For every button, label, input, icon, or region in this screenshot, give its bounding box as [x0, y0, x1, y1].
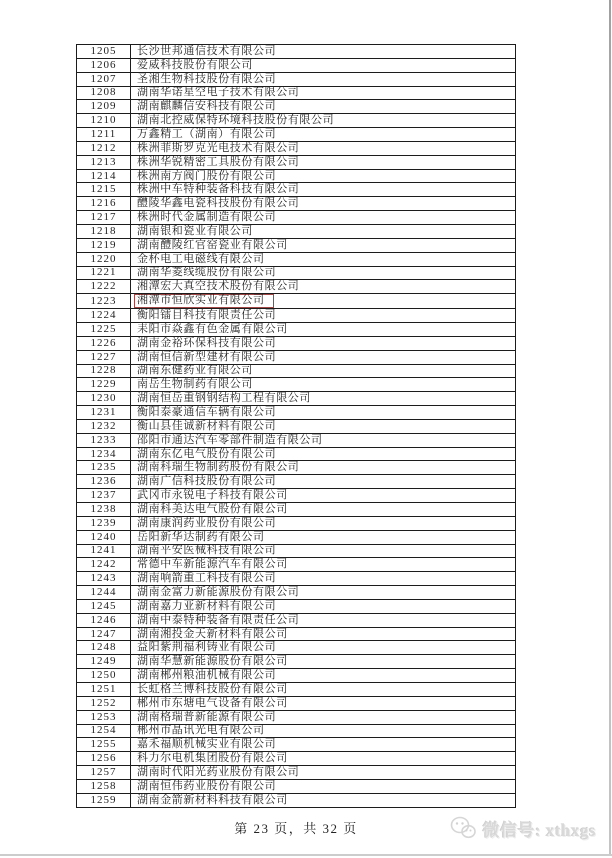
company-name-cell: [131, 461, 516, 475]
row-number-cell: 1219: [77, 238, 131, 252]
company-name-cell: [131, 100, 516, 114]
table-row: [77, 530, 516, 544]
company-name-text: 湖南科美达电气股份有限公司: [137, 502, 288, 515]
row-number-cell: 1253: [77, 710, 131, 724]
row-number-cell: 1244: [77, 586, 131, 600]
company-name-cell: [131, 45, 516, 59]
company-name-text: 湖南北控威保特环境科技股份有限公司: [137, 114, 335, 127]
company-name-cell: [131, 86, 516, 100]
company-name-text: 株洲时代金属制造有限公司: [137, 211, 277, 224]
company-name-cell: [131, 627, 516, 641]
company-name-cell: [131, 599, 516, 613]
company-name-text: 耒阳市焱鑫有色金属有限公司: [137, 322, 288, 335]
company-name-cell: [131, 336, 516, 350]
company-name-text: 常德中车新能源汽车有限公司: [137, 558, 288, 571]
table-row: [77, 641, 516, 655]
row-number-cell: 1238: [77, 503, 131, 517]
company-table-container: [76, 44, 516, 808]
table-row: [77, 252, 516, 266]
company-name-cell: [131, 752, 516, 766]
table-row: [77, 627, 516, 641]
row-number-cell: 1230: [77, 392, 131, 406]
company-name-text: 湖南华菱线缆股份有限公司: [137, 266, 277, 279]
company-name-text: 湖南恒伟药业股份有限公司: [137, 779, 277, 792]
company-name-text: 衡山县佳诚新材料有限公司: [137, 419, 277, 432]
table-row: [77, 461, 516, 475]
row-number-cell: 1248: [77, 641, 131, 655]
company-name-text: 湖南恒岳重钢钢结构工程有限公司: [137, 392, 311, 405]
table-row: [77, 766, 516, 780]
row-number-cell: 1241: [77, 544, 131, 558]
row-number-cell: 1234: [77, 447, 131, 461]
row-number-cell: 1209: [77, 100, 131, 114]
company-name-text: 湖南华慧新能源股份有限公司: [137, 655, 288, 668]
company-name-cell: [131, 155, 516, 169]
company-name-cell: [131, 475, 516, 489]
company-name-text: 株洲菲斯罗克光电技术有限公司: [137, 141, 300, 154]
company-name-cell: [131, 392, 516, 406]
table-row: [77, 682, 516, 696]
company-name-text: 湖南响箭重工科技有限公司: [137, 572, 277, 585]
table-row: [77, 323, 516, 337]
row-number-cell: 1243: [77, 572, 131, 586]
company-name-text: 湖南时代阳光药业股份有限公司: [137, 765, 300, 778]
row-number-cell: 1226: [77, 336, 131, 350]
company-name-text: 湖南金箭新材料科技有限公司: [137, 793, 288, 806]
company-name-text: 嘉禾福顺机械实业有限公司: [137, 738, 277, 751]
watermark-text: 微信号: xthxgs: [482, 820, 596, 840]
row-number-cell: 1257: [77, 766, 131, 780]
row-number-cell: 1256: [77, 752, 131, 766]
table-row: [77, 544, 516, 558]
table-row: [77, 793, 516, 807]
company-name-cell: [131, 530, 516, 544]
company-name-text: 圣湘生物科技股份有限公司: [137, 72, 277, 85]
company-name-cell: [131, 586, 516, 600]
company-name-cell: [131, 710, 516, 724]
table-row: [77, 669, 516, 683]
company-name-text: 武冈市永锐电子科技有限公司: [137, 489, 288, 502]
table-row: [77, 599, 516, 613]
company-name-text: 科力尔电机集团股份有限公司: [137, 752, 288, 765]
row-number-cell: 1237: [77, 489, 131, 503]
company-name-text: 湖南金富力新能源股份有限公司: [137, 585, 300, 598]
table-row: [77, 211, 516, 225]
table-row: [77, 197, 516, 211]
table-row: [77, 45, 516, 59]
company-name-cell: [131, 669, 516, 683]
company-name-cell: [131, 613, 516, 627]
company-name-cell: [131, 544, 516, 558]
table-row: [77, 655, 516, 669]
row-number-cell: 1228: [77, 364, 131, 378]
row-number-cell: 1214: [77, 169, 131, 183]
company-name-text: 衡阳镭目科技有限责任公司: [137, 309, 277, 322]
company-name-text: 湖南广信科技股份有限公司: [137, 475, 277, 488]
row-number-cell: 1213: [77, 155, 131, 169]
row-number-cell: 1222: [77, 280, 131, 294]
company-name-cell: [131, 280, 516, 294]
row-number-cell: 1247: [77, 627, 131, 641]
company-table: [76, 44, 516, 808]
company-name-cell: [131, 309, 516, 323]
company-name-text: 湖南恒信新型建材有限公司: [137, 350, 277, 363]
company-name-cell: [131, 682, 516, 696]
row-number-cell: 1255: [77, 738, 131, 752]
company-name-cell: [131, 738, 516, 752]
row-number-cell: 1249: [77, 655, 131, 669]
company-name-text: 湖南中泰特种装备有限责任公司: [137, 613, 300, 626]
row-number-cell: 1205: [77, 45, 131, 59]
table-row: [77, 586, 516, 600]
company-name-text: 郴州市东塘电气设备有限公司: [137, 696, 288, 709]
row-number-cell: 1232: [77, 419, 131, 433]
company-name-text: 湘潭市恒欣实业有限公司: [134, 294, 274, 308]
company-name-cell: [131, 766, 516, 780]
table-row: [77, 364, 516, 378]
company-name-cell: [131, 655, 516, 669]
table-row: [77, 392, 516, 406]
table-row: [77, 516, 516, 530]
table-row: [77, 58, 516, 72]
company-name-text: 湖南格瑞普新能源有限公司: [137, 710, 277, 723]
table-row: [77, 613, 516, 627]
table-row: [77, 114, 516, 128]
table-row: [77, 378, 516, 392]
company-name-text: 湖南醴陵红官窑瓷业有限公司: [137, 238, 288, 251]
company-name-cell: [131, 224, 516, 238]
row-number-cell: 1235: [77, 461, 131, 475]
company-name-text: 株洲南方阀门股份有限公司: [137, 169, 277, 182]
company-name-cell: [131, 406, 516, 420]
company-name-text: 万鑫精工（湖南）有限公司: [137, 127, 277, 140]
row-number-cell: 1250: [77, 669, 131, 683]
company-name-cell: [131, 211, 516, 225]
row-number-cell: 1225: [77, 323, 131, 337]
company-name-text: 岳阳新华达制药有限公司: [137, 530, 265, 543]
table-row: [77, 419, 516, 433]
row-number-cell: 1246: [77, 613, 131, 627]
company-name-text: 益阳紫荆福利铸业有限公司: [137, 641, 277, 654]
table-row: [77, 489, 516, 503]
company-name-cell: [131, 696, 516, 710]
company-name-text: 湘潭宏大真空技术股份有限公司: [137, 280, 300, 293]
company-table-body: [77, 45, 516, 808]
company-name-cell: [131, 141, 516, 155]
wechat-icon: [449, 815, 477, 841]
row-number-cell: 1207: [77, 72, 131, 86]
company-name-cell: [131, 128, 516, 142]
row-number-cell: 1227: [77, 350, 131, 364]
table-row: [77, 141, 516, 155]
company-name-cell: [131, 252, 516, 266]
company-name-text: 长沙世邦通信技术有限公司: [137, 44, 277, 57]
row-number-cell: 1242: [77, 558, 131, 572]
company-name-cell: [131, 197, 516, 211]
table-row: [77, 336, 516, 350]
table-row: [77, 724, 516, 738]
row-number-cell: 1240: [77, 530, 131, 544]
table-row: [77, 266, 516, 280]
company-name-text: 南岳生物制药有限公司: [137, 378, 253, 391]
company-name-text: 湖南银和瓷业有限公司: [137, 224, 253, 237]
company-name-cell: [131, 641, 516, 655]
company-name-cell: [131, 350, 516, 364]
table-row: [77, 558, 516, 572]
row-number-cell: 1233: [77, 433, 131, 447]
table-row: [77, 350, 516, 364]
row-number-cell: 1216: [77, 197, 131, 211]
table-row: [77, 155, 516, 169]
table-row: [77, 406, 516, 420]
table-row: [77, 238, 516, 252]
company-name-cell: [131, 378, 516, 392]
company-name-cell: [131, 447, 516, 461]
company-name-text: 株洲中车特种装备科技有限公司: [137, 183, 300, 196]
row-number-cell: 1210: [77, 114, 131, 128]
row-number-cell: 1251: [77, 682, 131, 696]
company-name-cell: [131, 419, 516, 433]
row-number-cell: 1254: [77, 724, 131, 738]
company-name-cell: [131, 294, 516, 309]
table-row: [77, 779, 516, 793]
row-number-cell: 1245: [77, 599, 131, 613]
row-number-cell: 1239: [77, 516, 131, 530]
company-name-cell: [131, 503, 516, 517]
row-number-cell: 1218: [77, 224, 131, 238]
table-row: [77, 696, 516, 710]
company-name-cell: [131, 489, 516, 503]
company-name-cell: [131, 724, 516, 738]
row-number-cell: 1211: [77, 128, 131, 142]
row-number-cell: 1220: [77, 252, 131, 266]
table-row: [77, 169, 516, 183]
table-row: [77, 86, 516, 100]
table-row: [77, 447, 516, 461]
company-name-text: 邵阳市通达汽车零部件制造有限公司: [137, 433, 323, 446]
table-row: [77, 475, 516, 489]
table-row: [77, 309, 516, 323]
company-name-text: 湖南金裕环保科技有限公司: [137, 336, 277, 349]
row-number-cell: 1221: [77, 266, 131, 280]
table-row: [77, 280, 516, 294]
company-name-cell: [131, 433, 516, 447]
scan-edge-bottom: [0, 854, 612, 856]
company-name-text: 湖南郴州粮油机械有限公司: [137, 669, 277, 682]
table-row-highlighted: [77, 294, 516, 309]
company-name-text: 湖南康润药业股份有限公司: [137, 516, 277, 529]
table-row: [77, 738, 516, 752]
table-row: [77, 710, 516, 724]
table-row: [77, 224, 516, 238]
company-name-text: 醴陵华鑫电瓷科技股份有限公司: [137, 197, 300, 210]
row-number-cell: 1229: [77, 378, 131, 392]
company-name-cell: [131, 572, 516, 586]
company-name-cell: [131, 72, 516, 86]
company-name-text: 衡阳泰豪通信车辆有限公司: [137, 406, 277, 419]
row-number-cell: 1215: [77, 183, 131, 197]
company-name-cell: [131, 58, 516, 72]
company-name-text: 金杯电工电磁线有限公司: [137, 252, 265, 265]
company-name-text: 湖南麒麟信安科技有限公司: [137, 100, 277, 113]
company-name-cell: [131, 183, 516, 197]
company-name-cell: [131, 779, 516, 793]
table-row: [77, 752, 516, 766]
watermark: [449, 815, 596, 841]
row-number-cell: 1212: [77, 141, 131, 155]
row-number-cell: 1259: [77, 793, 131, 807]
company-name-cell: [131, 169, 516, 183]
table-row: [77, 433, 516, 447]
company-name-text: 长虹格兰博科技股份有限公司: [137, 682, 288, 695]
table-row: [77, 128, 516, 142]
company-name-text: 湖南科瑞生物制药股份有限公司: [137, 461, 300, 474]
company-name-cell: [131, 238, 516, 252]
company-name-cell: [131, 793, 516, 807]
company-name-text: 郴州市晶讯光电有限公司: [137, 724, 265, 737]
row-number-cell: 1208: [77, 86, 131, 100]
company-name-text: 湖南嘉力亚新材料有限公司: [137, 599, 277, 612]
company-name-text: 湖南华诺星空电子技术有限公司: [137, 86, 300, 99]
company-name-cell: [131, 323, 516, 337]
row-number-cell: 1224: [77, 309, 131, 323]
company-name-text: 湖南东亿电气股份有限公司: [137, 447, 277, 460]
company-name-cell: [131, 364, 516, 378]
row-number-cell: 1206: [77, 58, 131, 72]
row-number-cell: 1217: [77, 211, 131, 225]
company-name-text: 湖南东健药业有限公司: [137, 364, 253, 377]
scan-edge-right: [609, 0, 611, 856]
company-name-cell: [131, 558, 516, 572]
row-number-cell: 1236: [77, 475, 131, 489]
row-number-cell: 1231: [77, 406, 131, 420]
table-row: [77, 183, 516, 197]
row-number-cell: 1223: [77, 294, 131, 309]
company-name-text: 湖南湘投金天新材料有限公司: [137, 627, 288, 640]
company-name-text: 爱威科技股份有限公司: [137, 58, 253, 71]
table-row: [77, 72, 516, 86]
row-number-cell: 1258: [77, 779, 131, 793]
company-name-cell: [131, 266, 516, 280]
table-row: [77, 572, 516, 586]
company-name-cell: [131, 516, 516, 530]
table-row: [77, 100, 516, 114]
company-name-text: 株洲华锐精密工具股份有限公司: [137, 155, 300, 168]
company-name-text: 湖南平安医械科技有限公司: [137, 544, 277, 557]
page-number-indicator: 第 23 页，共 32 页: [234, 821, 358, 836]
row-number-cell: 1252: [77, 696, 131, 710]
company-name-cell: [131, 114, 516, 128]
table-row: [77, 503, 516, 517]
